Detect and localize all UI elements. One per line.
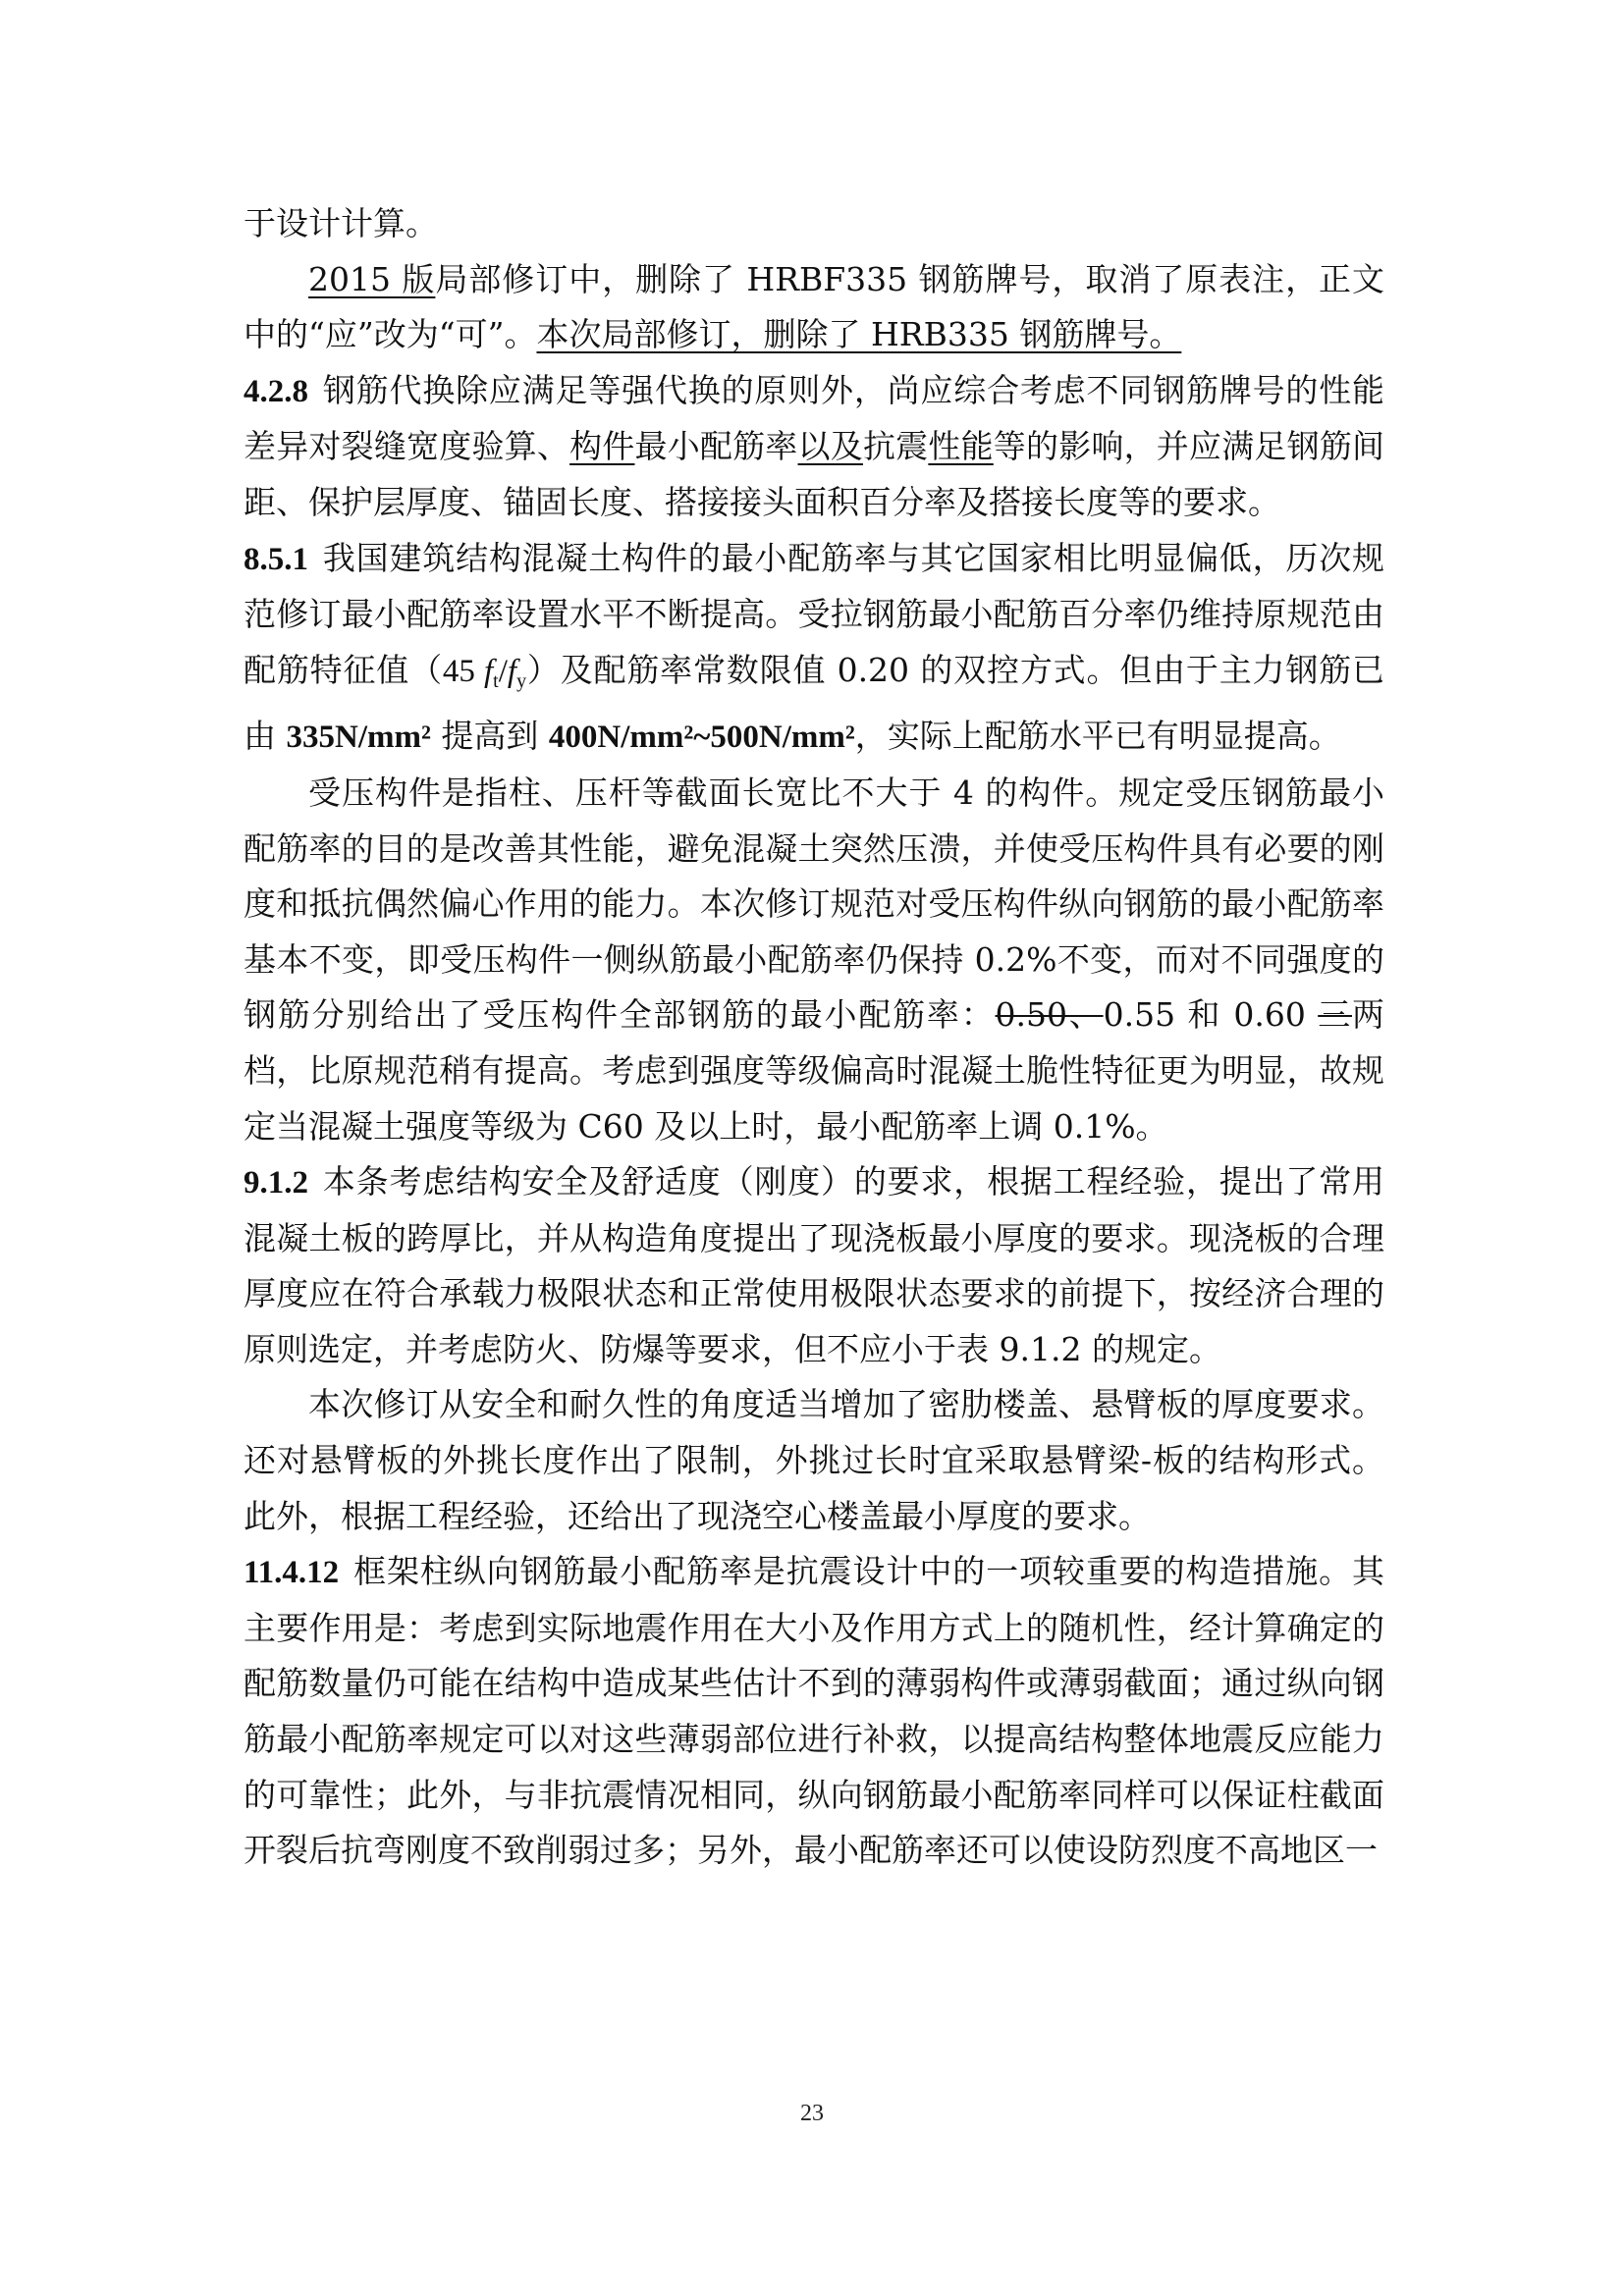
underlined-revision: 本次局部修订，删除了 HRB335 钢筋牌号。 bbox=[536, 315, 1182, 354]
document-body bbox=[244, 196, 1384, 1879]
paragraph-p3 bbox=[244, 531, 1384, 766]
text-run: 本次修订从安全和耐久性的角度适当增加了密肋楼盖、悬臂板的厚度要求。还对悬臂板的外挑长度作出了限制，外挑过长时宜采取悬臂梁-板的结构形式。此外，根据工程经验，还给出了现浇空心楼盖最小厚度的要求。 bbox=[244, 1385, 1384, 1535]
text-run: ）及配筋率常数限值 0.20 的双控方式。但由于主力钢筋已由 bbox=[244, 650, 1385, 756]
clause-number: 9.1.2 bbox=[244, 1165, 308, 1201]
text-run: 等的影响，并应满足钢筋间距、保护层厚度、锚固长度、搭接接头面积百分率及搭接长度等的要求。 bbox=[244, 427, 1385, 521]
underlined-revision: 以及 bbox=[797, 427, 863, 466]
paragraph-p4 bbox=[244, 766, 1384, 1154]
text-run: 本条考虑结构安全及舒适度（刚度）的要求，根据工程经验，提出了常用混凝土板的跨厚比，并从构造角度提出了现浇板最小厚度的要求。现浇板的合理厚度应在符合承载力极限状态和正常使用极限状态要求的前提下，按经济合理的原则选定，并考虑防火、防爆等要求，但不应小于表 9.1.2 的规定。 bbox=[244, 1162, 1384, 1368]
paragraph-p6 bbox=[244, 1377, 1384, 1544]
paragraph-p5 bbox=[244, 1154, 1384, 1377]
paragraph-p0 bbox=[244, 196, 1384, 252]
text-run: 框架柱纵向钢筋最小配筋率是抗震设计中的一项较重要的构造措施。其主要作用是：考虑到实际地震作用在大小及作用方式上的随机性，经计算确定的配筋数量仍可能在结构中造成某些估计不到的薄弱构件或薄弱截面；通过纵向钢筋最小配筋率规定可以对这些薄弱部位进行补救，以提高结构整体地震反应能力的可靠性；此外，与非抗震情况相同，纵向钢筋最小配筋率同样可以保证柱截面开裂后抗弯刚度不致削弱过多；另外，最小配筋率还可以使设防烈度不高地区一 bbox=[244, 1552, 1384, 1870]
text-run: 抗震 bbox=[862, 427, 929, 466]
text-run: 于设计计算。 bbox=[244, 204, 438, 242]
clause-number: 8.5.1 bbox=[244, 541, 308, 577]
text-run: 0.55 和 0.60 bbox=[1103, 995, 1319, 1035]
strength-value: 335N/mm² bbox=[286, 720, 431, 756]
paragraph-p7 bbox=[244, 1544, 1384, 1879]
formula-ft-fy: 45 $f_t/f_y$ bbox=[442, 653, 527, 692]
paragraph-p1 bbox=[244, 252, 1384, 363]
page-number: 23 bbox=[800, 2101, 824, 2126]
text-run: 受压构件是指柱、压杆等截面长宽比不大于 4 的构件。规定受压钢筋最小配筋率的目的是改善其性能，避免混凝土突然压溃，并使受压构件具有必要的刚度和抵抗偶然偏心作用的能力。本次修订规范对受压构件纵向钢筋的最小配筋率基本不变，即受压构件一侧纵筋最小配筋率仍保持 0.2%不变，而对不同强度的钢筋分别给出了受压构件全部钢筋的最小配筋率： bbox=[244, 773, 1384, 1035]
underlined-revision: 2015 版 bbox=[308, 259, 436, 298]
text-run: 提高到 bbox=[430, 717, 549, 756]
underlined-revision: 构件 bbox=[569, 427, 635, 466]
text-run: ，实际上配筋水平已有明显提高。 bbox=[854, 717, 1341, 756]
underlined-revision: 性能 bbox=[928, 427, 994, 466]
paragraph-p2 bbox=[244, 363, 1384, 531]
text-run: 最小配筋率 bbox=[634, 427, 798, 466]
deleted-text: 0.50、 bbox=[995, 995, 1104, 1035]
text-run: 我国建筑结构混凝土构件的最小配筋率与其它国家相比明显偏低，历次规范修订最小配筋率设置水平不断提高。受拉钢筋最小配筋百分率仍维持原规范由配筋特征值（ bbox=[244, 538, 1384, 689]
text-run: 钢筋代换除应满足等强代换的原则外，尚应综合考虑不同钢筋牌号的性能差异对裂缝宽度验算、 bbox=[244, 370, 1384, 466]
strength-range: 400N/mm²~500N/mm² bbox=[548, 720, 855, 756]
text-run: 两档，比原规范稍有提高。考虑到强度等级偏高时混凝土脆性特征更为明显，故规定当混凝土强度等级为 C60 及以上时，最小配筋率上调 0.1%。 bbox=[244, 995, 1384, 1146]
deleted-text: 三 bbox=[1318, 995, 1352, 1035]
text-run: 局部修订中，删除了 HRBF335 钢筋牌号，取消了原表注，正文中的“应”改为“可”。 bbox=[244, 259, 1384, 354]
clause-number: 11.4.12 bbox=[244, 1555, 340, 1591]
clause-number: 4.2.8 bbox=[244, 373, 308, 409]
